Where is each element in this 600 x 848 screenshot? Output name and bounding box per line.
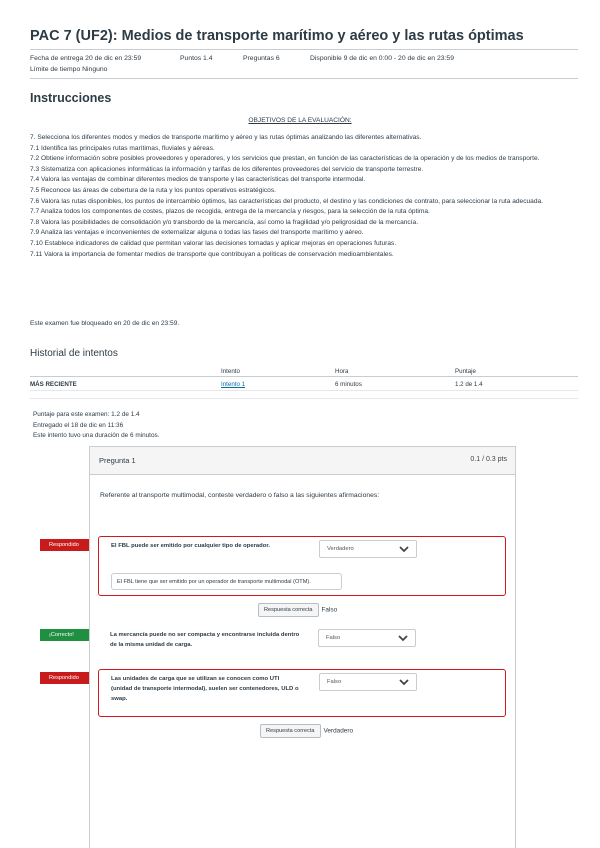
question-card	[89, 446, 516, 848]
answer-hint: El FBL tiene que ser emitido por un operador de transporte multimodal (OTM).	[111, 573, 342, 590]
objective-item: 7.5 Reconoce las áreas de cobertura de la ruta y los puntos operativos estratégicos.	[30, 186, 276, 194]
divider	[30, 49, 578, 50]
attempt-score: 1.2 de 1.4	[455, 381, 483, 388]
status-badge-answered: Respondido	[40, 672, 95, 684]
status-badge-correct: ¡Correcto!	[40, 629, 95, 641]
column-header-score: Puntaje	[455, 368, 476, 375]
attempt-link[interactable]: Intento 1	[221, 381, 246, 388]
submitted-text: Entregado el 18 de dic en 11:36	[33, 421, 124, 429]
chevron-down-icon	[398, 543, 410, 555]
answer-select[interactable]	[318, 629, 416, 647]
objective-item: 7. Selecciona los diferentes modos y medios de transporte marítimo y aéreo y las rutas óptimas analizando las diferentes alternativas.	[30, 134, 422, 141]
correct-answer-row	[258, 603, 337, 617]
most-recent-label: MÁS RECIENTE	[30, 381, 77, 388]
history-header-row	[30, 365, 578, 377]
objective-item: 7.9 Analiza las ventajas e inconvenientes de externalizar alguna o todas las fases del transporte marítimo y aéreo.	[30, 229, 364, 237]
question-header	[90, 447, 515, 475]
answer-statement: Las unidades de carga que se utilizan se conocen como UTI (unidad de transporte intermodal), suelen ser contenedores, ULD o swap.	[111, 676, 299, 703]
objective-item: 7.1 Identifica las principales rutas marítimas, fluviales y aéreas.	[30, 144, 215, 152]
duration-text: Este intento tuvo una duración de 6 minutos.	[33, 432, 160, 439]
correct-answer-label: Respuesta correcta	[260, 724, 321, 738]
correct-answer-label: Respuesta correcta	[258, 603, 319, 617]
answer-block	[98, 669, 506, 717]
meta-questions: Preguntas 6	[243, 55, 280, 62]
objective-item: 7.11 Valora la importancia de fomentar medios de transporte que contribuyan a políticas de conservación medioambientales.	[30, 250, 394, 258]
question-name: Pregunta 1	[99, 456, 136, 465]
score-info	[33, 410, 159, 442]
question-prompt: Referente al transporte multimodal, conteste verdadero o falso a las siguientes afirmaciones:	[100, 492, 380, 499]
chevron-down-icon	[397, 632, 409, 644]
meta-due: Fecha de entrega 20 de dic en 23:59	[30, 55, 142, 62]
column-header-attempt: Intento	[221, 368, 240, 375]
status-badge-answered: Respondido	[40, 539, 95, 551]
objective-item: 7.4 Valora las ventajas de combinar diferentes medios de transporte y las características del transporte intermodal.	[30, 176, 366, 184]
correct-answer-value: Verdadero	[323, 727, 354, 735]
meta-points: Puntos 1.4	[180, 55, 213, 62]
page-title: PAC 7 (UF2): Medios de transporte marítimo y aéreo y las rutas óptimas	[30, 28, 524, 44]
correct-answer-value: Falso	[321, 606, 338, 614]
divider	[30, 78, 578, 79]
objective-item: 7.3 Sistematiza con aplicaciones informáticas la información y tarifas de los diferentes proveedores del servicio de transporte terrestre.	[30, 165, 424, 173]
column-header-time: Hora	[335, 368, 349, 375]
meta-time-limit: Límite de tiempo Ninguno	[30, 66, 108, 73]
objective-item: 7.6 Valora las rutas disponibles, los puntos de intercambio óptimos, las características del producto, el destino y las condiciones de contrato, para seleccionar la ruta adecuada.	[30, 197, 544, 205]
answer-select[interactable]	[319, 673, 417, 691]
locked-notice: Este examen fue bloqueado en 20 de dic en 23:59.	[30, 320, 180, 327]
objective-item: 7.8 Valora las posibilidades de consolidación y/o transbordo de la mercancía, así como la fragilidad y/o peligrosidad de la mercancía.	[30, 218, 419, 226]
score-text: Puntaje para este examen: 1.2 de 1.4	[33, 411, 140, 418]
chevron-down-icon	[398, 676, 410, 688]
history-table	[30, 365, 578, 399]
correct-answer-row	[260, 724, 353, 738]
objective-item: 7.2 Obtiene información sobre posibles proveedores y operadores, y los servicios que prestan, en función de las características de la operación y de los medios de transporte.	[30, 155, 540, 163]
table-footer	[30, 391, 578, 399]
select-value: Falso	[327, 679, 342, 685]
objective-item: 7.7 Analiza todos los componentes de costes, plazos de recogida, entrega de la mercancía y riesgos, para la selección de la ruta óptima.	[30, 208, 430, 216]
table-row	[30, 377, 578, 391]
answer-block	[98, 536, 506, 596]
question-points: 0.1 / 0.3 pts	[470, 456, 507, 463]
history-title: Historial de intentos	[30, 348, 118, 359]
objective-item: 7.10 Establece indicadores de calidad que permitan valorar las decisiones tomadas y aplicar mejoras en operaciones futuras.	[30, 239, 397, 247]
answer-statement: El FBL puede ser emitido por cualquier tipo de operador.	[111, 543, 270, 549]
select-value: Falso	[326, 635, 341, 641]
instructions-title: Instrucciones	[30, 91, 112, 105]
objectives-list	[30, 133, 578, 260]
attempt-time: 6 minutos	[335, 381, 362, 388]
meta-available: Disponible 9 de dic en 0:00 - 20 de dic en 23:59	[310, 55, 454, 62]
answer-statement: La mercancía puede no ser compacta y encontrarse incluida dentro de la misma unidad de carga.	[110, 632, 300, 649]
select-value: Verdadero	[327, 546, 354, 552]
answer-block	[98, 626, 506, 664]
answer-select[interactable]	[319, 540, 417, 558]
objectives-heading: OBJETIVOS DE LA EVALUACIÓN:	[248, 117, 352, 124]
